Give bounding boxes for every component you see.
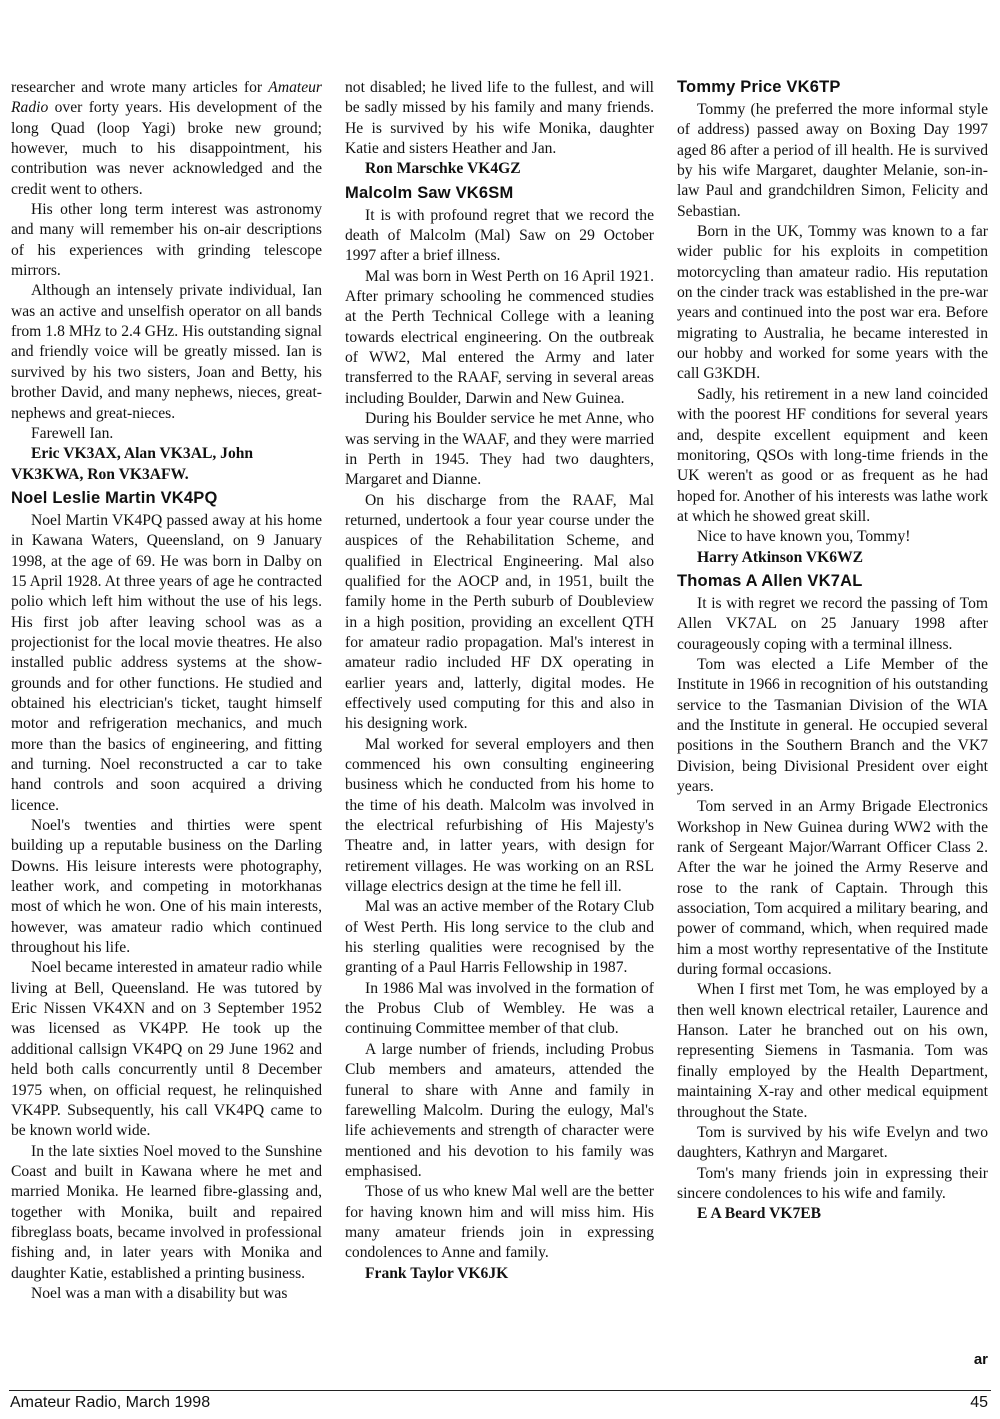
paragraph: Nice to have known you, Tommy! [697, 528, 911, 546]
paragraph: researcher and wrote many articles for Amateur Radio over forty years. His development of the long Quad (loop Yagi) broke new ground; however, much to his disappointment, his contribution was never acknowledged and the credit went to others. [11, 79, 322, 198]
paragraph: In the late sixties Noel moved to the Sunshine Coast and built in Kawana where he met and married Monika. He learned fibre-glassing and, together with Monika, built and repaired fibreglass boats, became involved in professional fishing and, in later years with Monika and daughter Katie, established a printing business. [11, 1142, 322, 1282]
paragraph: A large number of friends, including Probus Club members and amateurs, attended the funeral to share with Anne and family in farewelling Malcolm. During the eulogy, Mal's life achievements and strength of character were mentioned and his devotion to his family was emphasised. [345, 1040, 654, 1180]
paragraph: When I first met Tom, he was employed by a then well known electrical retailer, Laurence and Hanson. Later he branched out on his own, representing Siemens in Tasmania. Tom was finally employed by the Health Department, maintaining X-ray and other medical equipment throughout the State. [677, 981, 988, 1121]
paragraph: Noel was a man with a disability but was [31, 1284, 288, 1302]
paragraph: Those of us who knew Mal well are the better for having known him and will miss him. His many amateur friends join in expressing condolences to Anne and family. [345, 1183, 654, 1262]
paragraph: Mal was an active member of the Rotary Club of West Perth. His long service to the club and his sterling qualities were recognised by the granting of a Paul Harris Fellowship in 1987. [345, 898, 654, 977]
signature: Ron Marschke VK4GZ [365, 160, 521, 178]
paragraph: not disabled; he lived life to the fullest, and will be sadly missed by his family and many friends. He is survived by his wife Monika, daughter Katie and sisters Heather and Jan. [345, 79, 654, 158]
column-2 [345, 78, 654, 1284]
paragraph: Mal worked for several employers and then commenced his own consulting engineering business which he conducted from his home to the time of his death. Malcolm was involved in the electrical refurbishing of His Majesty's Theatre and, in latter years, with design for retirement villages. He was working on an RSL village electrics design at the time he fell ill. [345, 735, 654, 896]
obituary-heading: Thomas A Allen VK7AL [677, 571, 863, 590]
signature: Frank Taylor VK6JK [365, 1264, 509, 1282]
obituary-heading: Malcolm Saw VK6SM [345, 183, 514, 202]
paragraph: Tom was elected a Life Member of the Institute in 1966 in recognition of his outstanding service to the Tasmanian Division of the WIA and the Institute in general. He occupied several positions in the Southern Branch and the VK7 Division, being Divisional President over eight years. [677, 655, 988, 795]
footer-publication: Amateur Radio, March 1998 [10, 1394, 211, 1411]
paragraph: On his discharge from the RAAF, Mal returned, undertook a four year course under the auspices of the Rehabilitation Scheme, and qualified in Electrical Engineering. Mal also qualified for the AOCP and, in 1951, built the family home in the Perth suburb of Doubleview in a high position, providing an excellent QTH for amateur radio propagation. Mal's interest in amateur radio included HF DX operating in earlier years and, latterly, digital modes. He effectively used computing for this and also in his designing work. [345, 491, 654, 733]
paragraph: Tom is survived by his wife Evelyn and two daughters, Kathryn and Margaret. [677, 1123, 988, 1162]
end-mark: ar [973, 1351, 988, 1368]
signature: Harry Atkinson VK6WZ [697, 548, 864, 566]
column-1 [11, 78, 322, 1304]
paragraph: Sadly, his retirement in a new land coincided with the poorest HF conditions for several years and, despite excellent equipment and keen monitoring, QSOs with long-time friends in the UK weren't as good or as frequent as he had hoped for. Another of his interests was lathe work at which he showed great skill. [677, 385, 988, 525]
page-number: 45 [970, 1394, 988, 1411]
paragraph: His other long term interest was astronomy and many will remember his on-air descriptions of his experiences with grinding telescope mirrors. [11, 201, 322, 280]
signature: Eric VK3AX, Alan VK3AL, John VK3KWA, Ron VK3AFW. [11, 445, 254, 483]
paragraph: Noel became interested in amateur radio while living at Bell, Queensland. He was tutored by Eric Nissen VK4XN and on 3 September 1952 was licensed as VK4PP. He took up the additional callsign VK4PQ on 29 June 1962 and held both calls concurrently until 8 December 1975 when, on official request, he relinquished VK4PP. Subsequently, his call VK4PQ came to be known world wide. [11, 959, 322, 1140]
paragraph: In 1986 Mal was involved in the formation of the Probus Club of Wembley. He was a continuing Committee member of that club. [345, 979, 654, 1038]
paragraph: Noel Martin VK4PQ passed away at his home in Kawana Waters, Queensland, on 9 January 1998, at the age of 69. He was born in Dalby on 15 April 1928. At three years of age he contracted polio which left him without the use of his legs. His first job after leaving school was as a projectionist for the local movie theatres. He also installed public address systems at the show-grounds and for other functions. He studied and obtained his electrician's ticket, taught himself motor and refrigeration mechanics, and much more than the basics of engineering, and fitting and turning. Noel reconstructed a car to take hand controls and soon acquired a driving licence. [11, 511, 322, 814]
paragraph: Noel's twenties and thirties were spent building up a reputable business on the Darling Downs. His leisure interests were photography, leather work, and competing in motorkhanas most of which he won. One of his main interests, however, was amateur radio which continued throughout his life. [11, 817, 322, 957]
paragraph: Farewell Ian. [31, 424, 114, 442]
paragraph: Tom served in an Army Brigade Electronics Workshop in New Guinea during WW2 with the rank of Sergeant Major/Warrant Officer Class 2. After the war he joined the Army Reserve and rose to the rank of Captain. Through this association, Tom acquired a military bearing, and power of command, which, when required made him a most worthy representative of the Institute during formal occasions. [677, 798, 988, 979]
paragraph: Born in the UK, Tommy was known to a far wider public for his exploits in competition motorcycling than amateur radio. His reputation on the cinder track was established in the pre-war years and continued into the post war era. Before migrating to Australia, he became interested in our hobby and worked for some years with the call G3KDH. [677, 223, 988, 383]
paragraph: Although an intensely private individual, Ian was an active and unselfish operator on all bands from 1.8 MHz to 2.4 GHz. His outstanding signal and friendly voice will be greatly missed. Ian is survived by his two sisters, Joan and Betty, his brother David, and many nephews, nieces, great-nephews and great-nieces. [11, 282, 322, 422]
paragraph: It is with regret we record the passing of Tom Allen VK7AL on 25 January 1998 after courageously coping with a terminal illness. [677, 594, 988, 653]
paragraph: Tom's many friends join in expressing their sincere condolences to his wife and family. [677, 1164, 988, 1202]
obituary-heading: Tommy Price VK6TP [677, 78, 841, 96]
column-3 [677, 78, 988, 1225]
paragraph: During his Boulder service he met Anne, who was serving in the WAAF, and they were married in Perth in 1945. They had two daughters, Margaret and Dianne. [345, 410, 654, 489]
signature: E A Beard VK7EB [697, 1205, 822, 1223]
paragraph: Mal was born in West Perth on 16 April 1921. After primary schooling he commenced studies at the Perth Technical College with a leaning towards electrical engineering. On the outbreak of WW2, Mal entered the Army and later transferred to the RAAF, serving in several areas including Boulder, Darwin and New Guinea. [345, 267, 654, 407]
footer-rule [9, 1390, 991, 1391]
paragraph: It is with profound regret that we record the death of Malcolm (Mal) Saw on 29 October 1997 after a brief illness. [345, 206, 654, 265]
obituary-heading: Noel Leslie Martin VK4PQ [11, 488, 218, 507]
paragraph: Tommy (he preferred the more informal style of address) passed away on Boxing Day 1997 aged 86 after a period of ill health. He is survived by his wife Margaret, daughter Melanie, son-in-law Paul and grandchildren Simon, Felicity and Sebastian. [677, 101, 988, 220]
